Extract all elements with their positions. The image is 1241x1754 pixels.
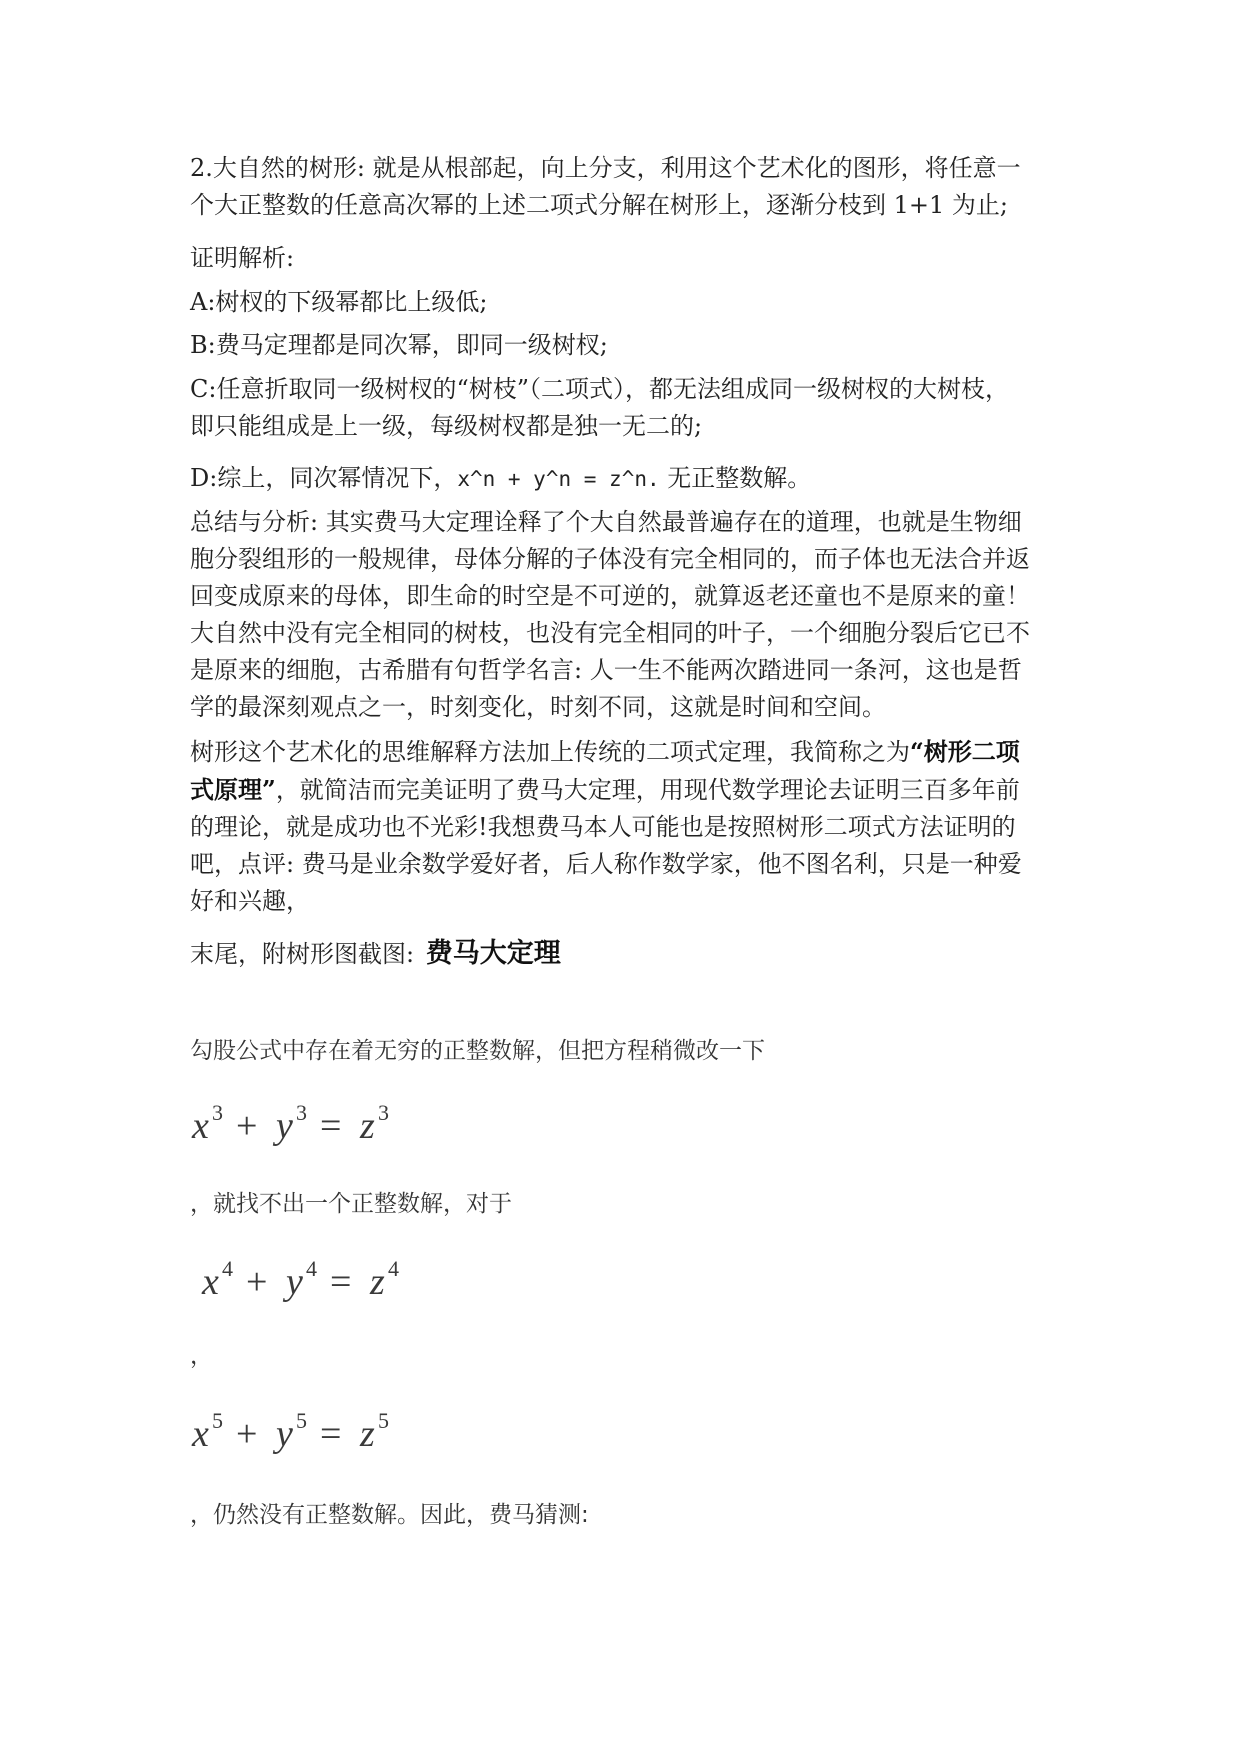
formula-fourth bbox=[190, 1250, 420, 1310]
paragraph-principle bbox=[190, 733, 1052, 920]
formula-base-z: z bbox=[360, 1413, 375, 1455]
text-line: C:任意折取同一级树杈的“树枝”（二项式），都无法组成同一级树杈的大树枝， bbox=[190, 375, 1009, 403]
formula-exponent: 4 bbox=[306, 1256, 317, 1281]
formula-base-y: y bbox=[286, 1261, 303, 1303]
text-line: 的理论，就是成功也不光彩!我想费马本人可能也是按照树形二项式方法证明的 bbox=[190, 813, 1016, 841]
formula-plus: + bbox=[236, 1413, 258, 1455]
section-heading: 费马大定理 bbox=[425, 938, 561, 969]
paragraph-comma: ， bbox=[190, 1343, 213, 1369]
formula-exponent: 4 bbox=[388, 1256, 399, 1281]
formula-exponent: 3 bbox=[212, 1100, 223, 1125]
text-line: 2.大自然的树形: 就是从根部起，向上分支，利用这个艺术化的图形，将任意一 bbox=[190, 154, 1021, 182]
point-d-suffix: 无正整数解。 bbox=[659, 464, 812, 492]
text-line: 胞分裂组形的一般规律，母体分解的子体没有完全相同的，而子体也无法合并返 bbox=[190, 545, 1030, 573]
text-line: 学的最深刻观点之一，时刻变化，时刻不同，这就是时间和空间。 bbox=[190, 693, 886, 721]
formula-fifth bbox=[190, 1402, 420, 1462]
principle-text: 树形这个艺术化的思维解释方法加上传统的二项式定理，我简称之为 bbox=[190, 738, 910, 766]
principle-text: ，就简洁而完美证明了费马大定理，用现代数学理论去证明三百多年前 bbox=[275, 776, 1020, 804]
paragraph-after-cube: ，就找不出一个正整数解，对于 bbox=[190, 1191, 512, 1217]
point-d-prefix: D:综上，同次幂情况下， bbox=[190, 464, 458, 492]
paragraph-pythagoras: 勾股公式中存在着无穷的正整数解，但把方程稍微改一下 bbox=[190, 1038, 765, 1064]
text-line: 好和兴趣， bbox=[190, 887, 310, 915]
formula-base-z: z bbox=[360, 1105, 375, 1147]
formula-exponent: 4 bbox=[222, 1256, 233, 1281]
text-line: 总结与分析: 其实费马大定理诠释了个大自然最普遍存在的道理，也就是生物细 bbox=[190, 508, 1022, 536]
formula-equals: = bbox=[320, 1413, 342, 1455]
proof-point-a: A:树杈的下级幂都比上级低; bbox=[190, 288, 488, 316]
paragraph-summary bbox=[190, 504, 1052, 726]
formula-plus: + bbox=[246, 1261, 268, 1303]
principle-term: “树形二项 bbox=[910, 737, 1020, 766]
principle-term: 式原理” bbox=[190, 775, 276, 804]
formula-equals: = bbox=[320, 1105, 342, 1147]
proof-point-c bbox=[190, 371, 1052, 445]
text-line: 是原来的细胞，古希腊有句哲学名言: 人一生不能两次踏进同一条河，这也是哲 bbox=[190, 656, 1022, 684]
point-d-formula: x^n + y^n = z^n. bbox=[457, 467, 660, 491]
formula-exponent: 3 bbox=[296, 1100, 307, 1125]
formula-exponent: 5 bbox=[296, 1408, 307, 1433]
text-line: 大自然中没有完全相同的树枝，也没有完全相同的叶子，一个细胞分裂后它已不 bbox=[190, 619, 1030, 647]
proof-label: 证明解析: bbox=[190, 244, 295, 272]
paragraph-tree-shape bbox=[190, 150, 1052, 224]
formula-exponent: 3 bbox=[378, 1100, 389, 1125]
formula-plus: + bbox=[236, 1105, 258, 1147]
proof-point-b: B:费马定理都是同次幂，即同一级树杈; bbox=[190, 331, 608, 359]
formula-base-z: z bbox=[370, 1261, 385, 1303]
proof-point-d bbox=[190, 460, 1052, 498]
formula-exponent: 5 bbox=[378, 1408, 389, 1433]
formula-equals: = bbox=[330, 1261, 352, 1303]
formula-base-y: y bbox=[276, 1413, 293, 1455]
paragraph-ending bbox=[190, 935, 1052, 973]
formula-base-x: x bbox=[192, 1413, 209, 1455]
paragraph-after-fifth: ，仍然没有正整数解。因此，费马猜测: bbox=[190, 1502, 589, 1528]
text-line: 吧，点评: 费马是业余数学爱好者，后人称作数学家，他不图名利，只是一种爱 bbox=[190, 850, 1022, 878]
formula-base-y: y bbox=[276, 1105, 293, 1147]
formula-cube bbox=[190, 1094, 410, 1154]
text-line: 回变成原来的母体，即生命的时空是不可逆的，就算返老还童也不是原来的童！ bbox=[190, 582, 1030, 610]
text-line bbox=[190, 771, 1052, 809]
text-line bbox=[190, 733, 1052, 771]
text-line: 个大正整数的任意高次幂的上述二项式分解在树形上，逐渐分枝到 1+1 为止; bbox=[190, 191, 1008, 219]
formula-base-x: x bbox=[192, 1105, 209, 1147]
ending-text: 末尾，附树形图截图: bbox=[190, 940, 422, 968]
formula-base-x: x bbox=[202, 1261, 219, 1303]
formula-exponent: 5 bbox=[212, 1408, 223, 1433]
text-line: 即只能组成是上一级，每级树杈都是独一无二的; bbox=[190, 412, 703, 440]
